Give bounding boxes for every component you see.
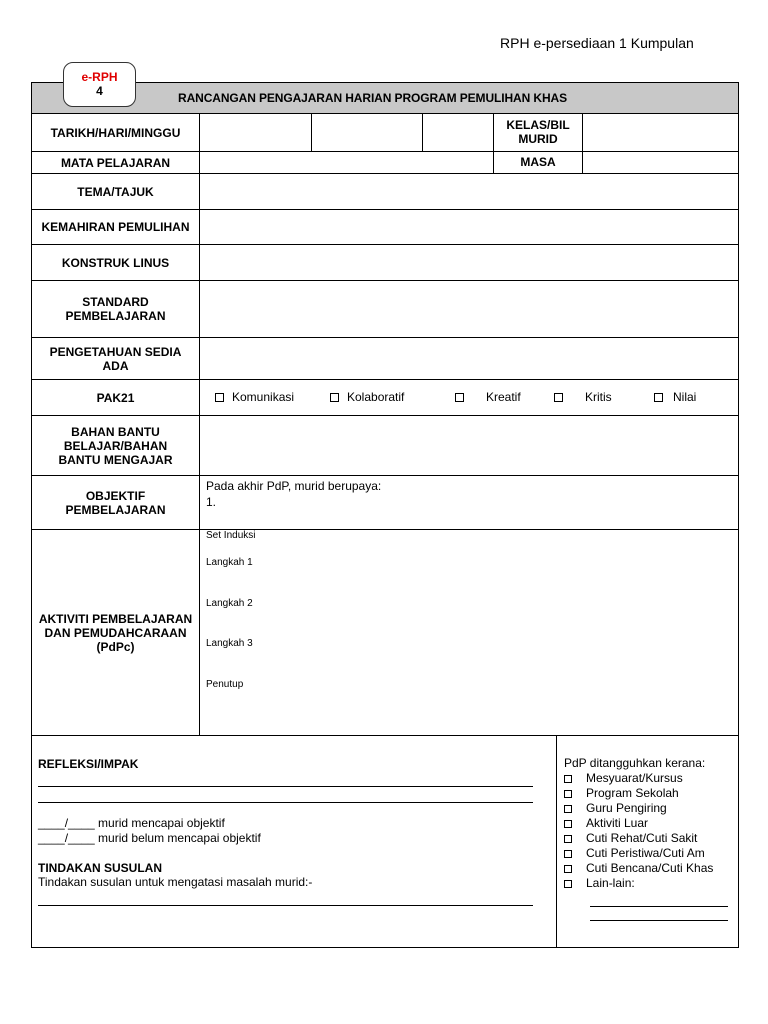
- reason-aktiviti[interactable]: Aktiviti Luar: [564, 816, 713, 831]
- standard-label: STANDARD PEMBELAJARAN: [32, 281, 200, 337]
- refleksi-heading: REFLEKSI/IMPAK: [38, 757, 139, 771]
- ditangguhkan-list: [564, 756, 713, 891]
- pengetahuan-label: PENGETAHUAN SEDIA ADA: [32, 338, 200, 379]
- kemahiran-label: KEMAHIRAN PEMULIHAN: [32, 210, 200, 244]
- checkbox-icon: [564, 775, 572, 783]
- pak21-option-kritis[interactable]: Kritis: [554, 390, 612, 404]
- erph-badge: [63, 62, 136, 107]
- pengetahuan-row: [31, 338, 739, 380]
- tema-row: [31, 174, 739, 210]
- refleksi-row: [31, 736, 739, 948]
- aktiviti-step: Langkah 2: [206, 598, 253, 609]
- konstruk-row: [31, 245, 739, 281]
- pak21-option-komunikasi[interactable]: Komunikasi: [215, 390, 294, 404]
- objektif-row: [31, 476, 739, 530]
- pak21-option-nilai[interactable]: Nilai: [654, 390, 696, 404]
- checkbox-icon: [564, 835, 572, 843]
- aktiviti-label: AKTIVITI PEMBELAJARAN DAN PEMUDAHCARAAN (PdPc): [32, 530, 200, 735]
- checkbox-icon: [654, 393, 663, 402]
- masa-label: MASA: [520, 155, 556, 169]
- lain-lain-line: [590, 920, 728, 921]
- konstruk-label: KONSTRUK LINUS: [32, 245, 200, 280]
- reason-mesyuarat[interactable]: Mesyuarat/Kursus: [564, 771, 713, 786]
- reason-cuti-bencana[interactable]: Cuti Bencana/Cuti Khas: [564, 861, 713, 876]
- mata-pelajaran-row: [31, 152, 739, 174]
- ditangguhkan-heading: PdP ditangguhkan kerana:: [564, 756, 706, 770]
- mata-pelajaran-label: MATA PELAJARAN: [32, 152, 200, 173]
- form-title-row: [31, 82, 739, 114]
- pak21-option-kreatif[interactable]: Kreatif: [455, 390, 521, 404]
- checkbox-icon: [564, 880, 572, 888]
- reason-lain-lain[interactable]: Lain-lain:: [564, 876, 713, 891]
- checkbox-icon: [564, 820, 572, 828]
- tindakan-text: Tindakan susulan untuk mengatasi masalah murid:-: [38, 875, 313, 889]
- checkbox-icon: [554, 393, 563, 402]
- tarikh-label: TARIKH/HARI/MINGGU: [32, 114, 200, 151]
- checkbox-icon: [564, 850, 572, 858]
- badge-number: 4: [96, 84, 103, 98]
- tema-label: TEMA/TAJUK: [32, 174, 200, 209]
- refleksi-line: [38, 786, 533, 787]
- form-title: RANCANGAN PENGAJARAN HARIAN PROGRAM PEMULIHAN KHAS: [178, 91, 568, 105]
- bahan-row: [31, 416, 739, 476]
- rph-form: [31, 82, 739, 948]
- aktiviti-step: Langkah 3: [206, 638, 253, 649]
- pak21-row: [31, 380, 739, 416]
- badge-label: e-RPH: [81, 70, 118, 84]
- aktiviti-step: Penutup: [206, 679, 244, 690]
- reason-program[interactable]: Program Sekolah: [564, 786, 713, 801]
- reason-cuti-peristiwa[interactable]: Cuti Peristiwa/Cuti Am: [564, 846, 713, 861]
- checkbox-icon: [564, 865, 572, 873]
- objektif-intro: Pada akhir PdP, murid berupaya:: [206, 479, 382, 493]
- reason-guru[interactable]: Guru Pengiring: [564, 801, 713, 816]
- kelas-bil-label: KELAS/BIL MURID: [506, 118, 570, 146]
- bahan-label: BAHAN BANTU BELAJAR/BAHAN BANTU MENGAJAR: [32, 416, 200, 475]
- murid-mencapai: ____/____ murid mencapai objektif: [38, 816, 225, 830]
- checkbox-icon: [564, 790, 572, 798]
- objektif-label: OBJEKTIF PEMBELAJARAN: [32, 476, 200, 529]
- refleksi-line: [38, 802, 533, 803]
- checkbox-icon: [330, 393, 339, 402]
- pak21-label: PAK21: [32, 380, 200, 415]
- aktiviti-row: [31, 530, 739, 736]
- checkbox-icon: [564, 805, 572, 813]
- objektif-item-1: 1.: [206, 495, 217, 509]
- pak21-option-kolaboratif[interactable]: Kolaboratif: [330, 390, 404, 404]
- checkbox-icon: [215, 393, 224, 402]
- checkbox-icon: [455, 393, 464, 402]
- tindakan-heading: TINDAKAN SUSULAN: [38, 861, 162, 875]
- tindakan-line: [38, 905, 533, 906]
- murid-belum-mencapai: ____/____ murid belum mencapai objektif: [38, 831, 261, 845]
- kemahiran-row: [31, 210, 739, 245]
- document-header: RPH e-persediaan 1 Kumpulan: [500, 35, 694, 51]
- standard-row: [31, 281, 739, 338]
- tarikh-row: [31, 114, 739, 152]
- aktiviti-step: Langkah 1: [206, 557, 253, 568]
- reason-cuti-rehat[interactable]: Cuti Rehat/Cuti Sakit: [564, 831, 713, 846]
- lain-lain-line: [590, 906, 728, 907]
- aktiviti-step: Set Induksi: [206, 530, 256, 541]
